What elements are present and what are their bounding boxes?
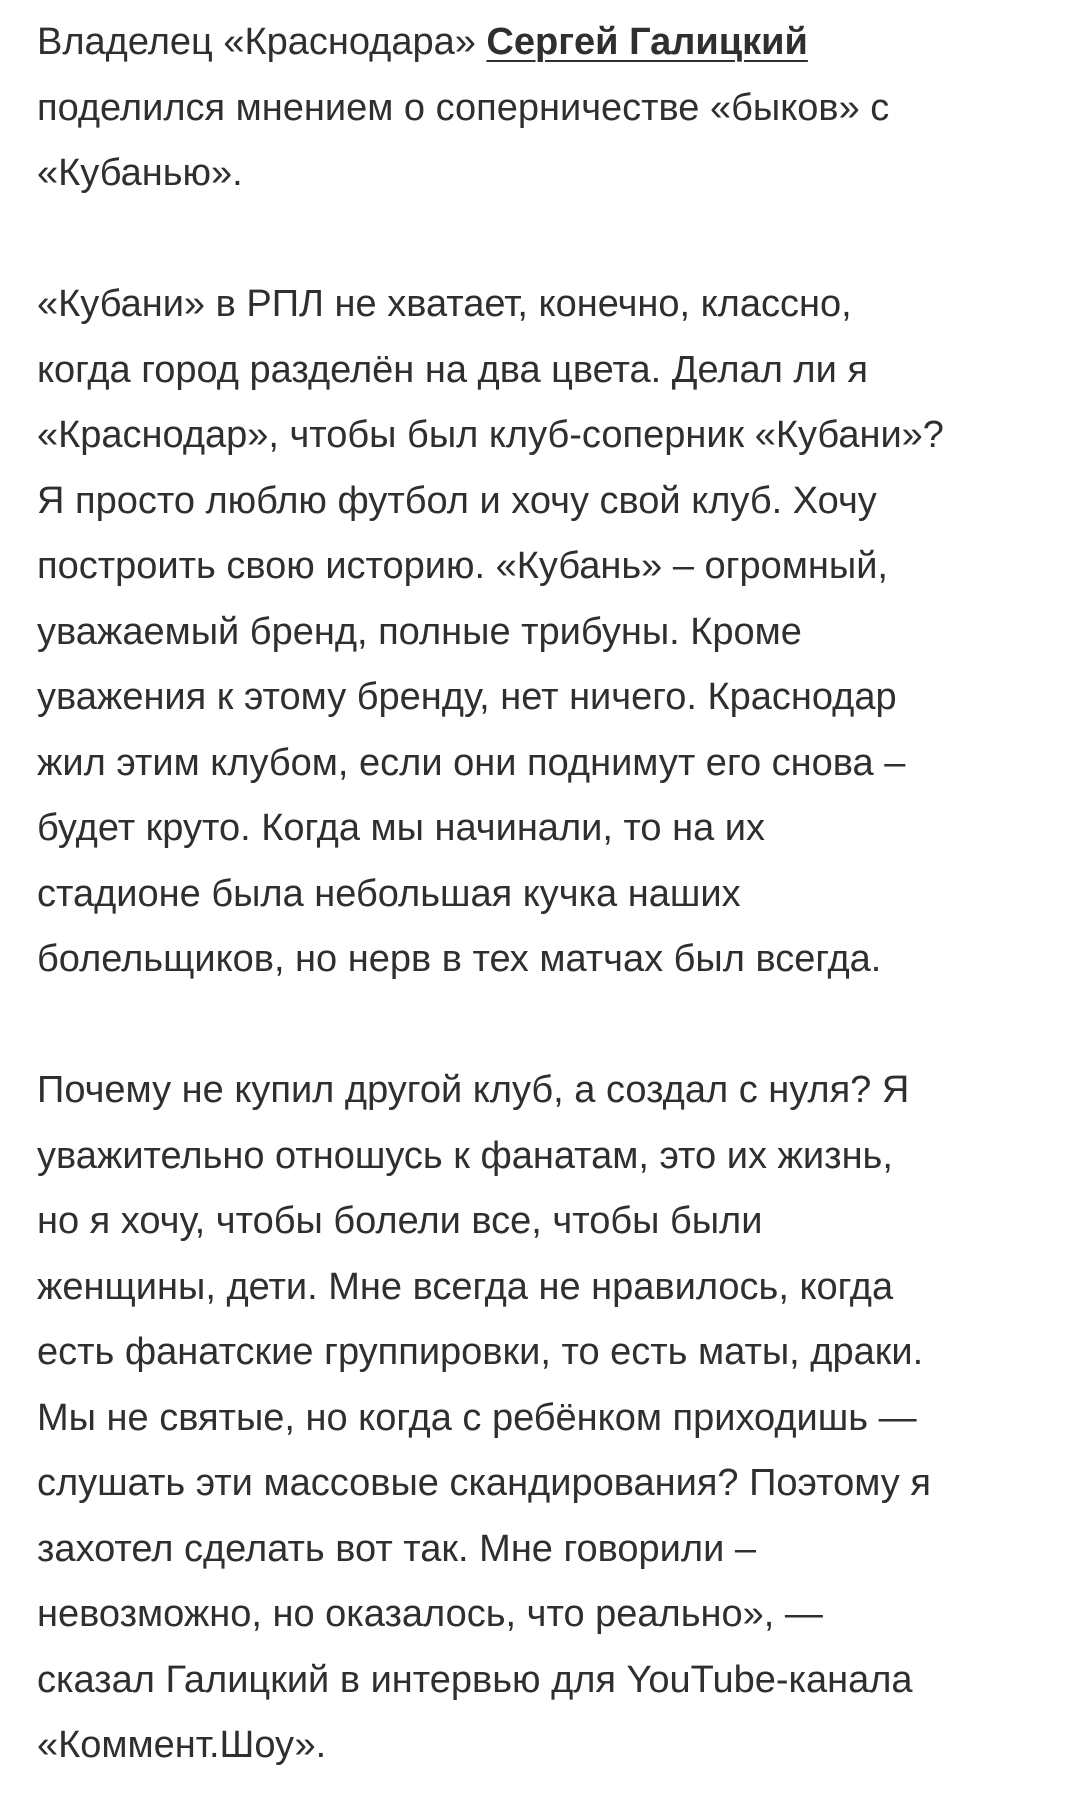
text-line: невозможно, но оказалось, что реально», — bbox=[37, 1593, 823, 1635]
text-line: жил этим клубом, если они поднимут его снова – bbox=[37, 741, 906, 784]
paragraph-spacer bbox=[37, 993, 1038, 1059]
text-line: захотел сделать вот так. Мне говорили – bbox=[37, 1527, 756, 1570]
text-line: стадионе была небольшая кучка наших bbox=[37, 872, 741, 915]
intro-line-2: поделился мнением о соперничестве «быков» с bbox=[37, 86, 890, 129]
paragraph-spacer bbox=[37, 207, 1038, 273]
intro-line-1 bbox=[37, 10, 1038, 76]
text-line: уважения к этому бренду, нет ничего. Краснодар bbox=[37, 676, 897, 718]
text-line: когда город разделён на два цвета. Делал ли я bbox=[37, 348, 868, 391]
text-line: будет круто. Когда мы начинали, то на их bbox=[37, 807, 766, 849]
text-line: Почему не купил другой клуб, а создал с нуля? Я bbox=[37, 1069, 910, 1111]
text-line: слушать эти массовые скандирования? Поэтому я bbox=[37, 1462, 931, 1504]
text-line: построить свою историю. «Кубань» – огромный, bbox=[37, 545, 888, 587]
intro-line-3: «Кубанью». bbox=[37, 152, 243, 194]
intro-paragraph bbox=[37, 10, 1038, 207]
text-line: «Коммент.Шоу». bbox=[37, 1724, 327, 1766]
quote-paragraph-1 bbox=[37, 272, 1038, 993]
quote-paragraph-2 bbox=[37, 1058, 1038, 1779]
text-line: уважительно отношусь к фанатам, это их жизнь, bbox=[37, 1134, 893, 1177]
text-line: Я просто люблю футбол и хочу свой клуб. Хочу bbox=[37, 479, 877, 522]
text-line: болельщиков, но нерв в тех матчах был всегда. bbox=[37, 938, 882, 980]
person-link-sergey-galitsky[interactable]: Сергей Галицкий bbox=[486, 21, 808, 63]
text-line: но я хочу, чтобы болели все, чтобы были bbox=[37, 1200, 763, 1242]
text-line: есть фанатские группировки, то есть маты, драки. bbox=[37, 1331, 924, 1373]
text-line: сказал Галицкий в интервью для YouTube-канала bbox=[37, 1658, 913, 1701]
text-line: «Краснодар», чтобы был клуб-соперник «Кубани»? bbox=[37, 414, 944, 456]
text-line: «Кубани» в РПЛ не хватает, конечно, классно, bbox=[37, 283, 852, 325]
text-line: уважаемый бренд, полные трибуны. Кроме bbox=[37, 610, 802, 653]
text-line: женщины, дети. Мне всегда не нравилось, когда bbox=[37, 1265, 894, 1308]
text-line: Мы не святые, но когда с ребёнком приходишь — bbox=[37, 1396, 917, 1439]
intro-text-before-link: Владелец «Краснодара» bbox=[37, 21, 487, 63]
